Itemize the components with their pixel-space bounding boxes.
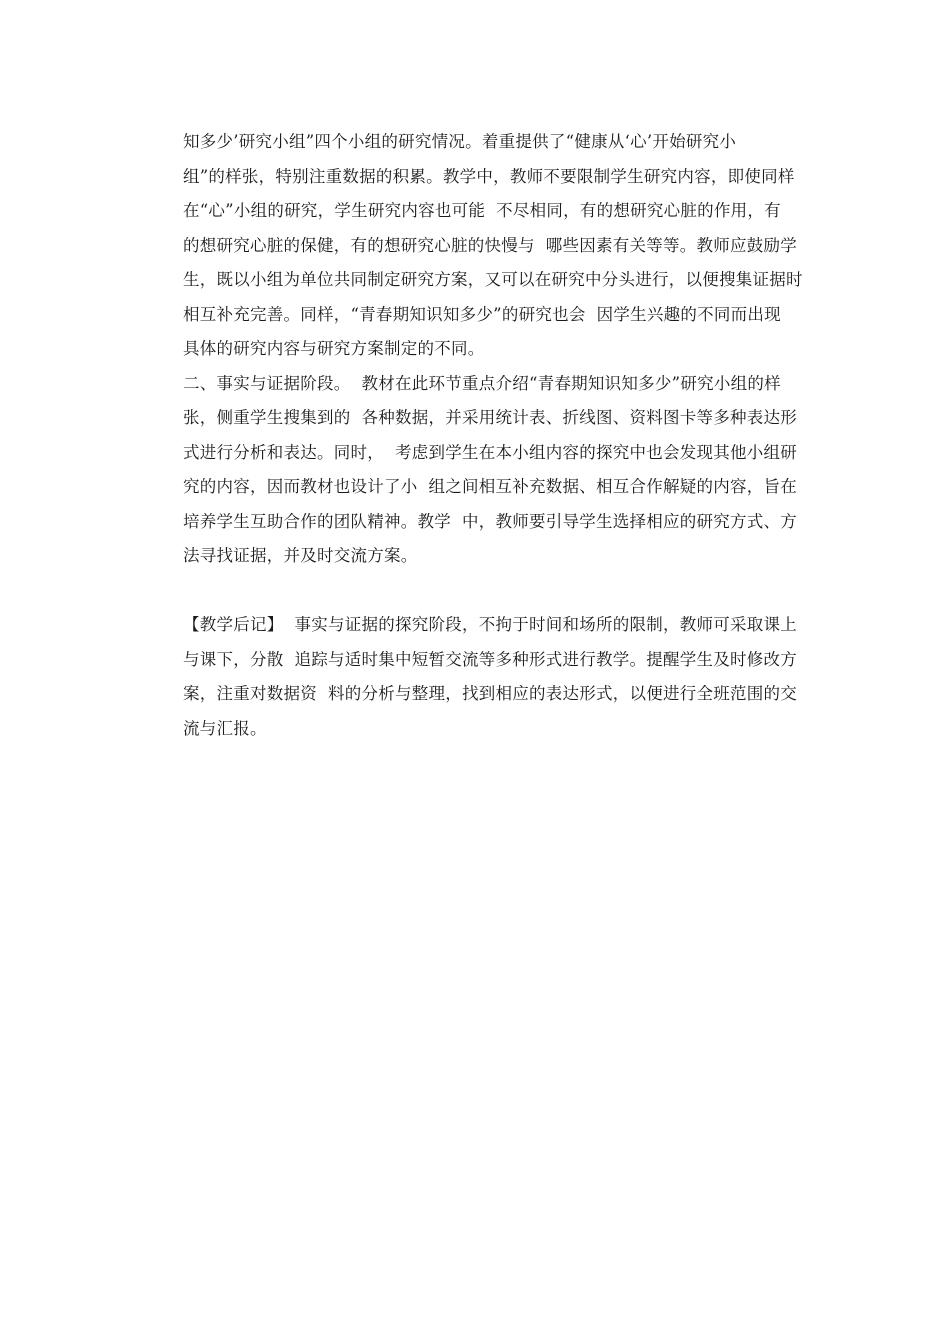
- text-line: 知多少’研究小组”四个小组的研究情况。着重提供了“健康从‘心’开始研究小: [183, 132, 737, 151]
- text-line: 究的内容，因而教材也设计了小 组之间相互补充数据、相互合作解疑的内容，旨在: [183, 477, 797, 496]
- text-line: 相互补充完善。同样，“青春期知识知多少”的研究也会 因学生兴趣的不同而出现: [183, 304, 781, 324]
- text-line: 案，注重对数据资 料的分析与整理，找到相应的表达形式，以便进行全班范围的交: [183, 684, 797, 703]
- text-line: 的想研究心脏的保健，有的想研究心脏的快慢与 哪些因素有关等等。教师应鼓励学: [183, 235, 797, 255]
- text-line: 二、事实与证据阶段。 教材在此环节重点介绍“青春期知识知多少”研究小组的样: [183, 373, 781, 393]
- document-body: [183, 125, 809, 746]
- text-line: 流与汇报。: [183, 718, 267, 738]
- text-line: 法寻找证据，并及时交流方案。: [183, 546, 418, 565]
- text-line: 生，既以小组为单位共同制定研究方案，又可以在研究中分头进行，以便搜集证据时: [183, 270, 803, 289]
- paragraph-teaching-notes: [183, 608, 809, 746]
- text-line: 式进行分析和表达。同时， 考虑到学生在本小组内容的探究中也会发现其他小组研: [183, 442, 797, 462]
- text-line: 张，侧重学生搜集到的 各种数据，并采用统计表、折线图、资料图卡等多种表达形: [183, 408, 797, 427]
- text-line: 组”的样张，特别注重数据的积累。教学中，教师不要限制学生研究内容，即使同样: [183, 166, 795, 186]
- text-line: 在“心”小组的研究，学生研究内容也可能 不尽相同，有的想研究心脏的作用，有: [183, 201, 781, 220]
- paragraph-facts-evidence: [183, 367, 809, 574]
- text-line: 具体的研究内容与研究方案制定的不同。: [183, 339, 485, 358]
- paragraph-research-groups: [183, 125, 809, 367]
- text-line: 【教学后记】 事实与证据的探究阶段，不拘于时间和场所的限制，教师可采取课上: [183, 615, 797, 634]
- text-line: 培养学生互助合作的团队精神。教学 中，教师要引导学生选择相应的研究方式、方: [183, 511, 797, 531]
- text-line: 与课下，分散 追踪与适时集中短暂交流等多种形式进行教学。提醒学生及时修改方: [183, 649, 797, 669]
- paragraph-spacer: [183, 574, 809, 609]
